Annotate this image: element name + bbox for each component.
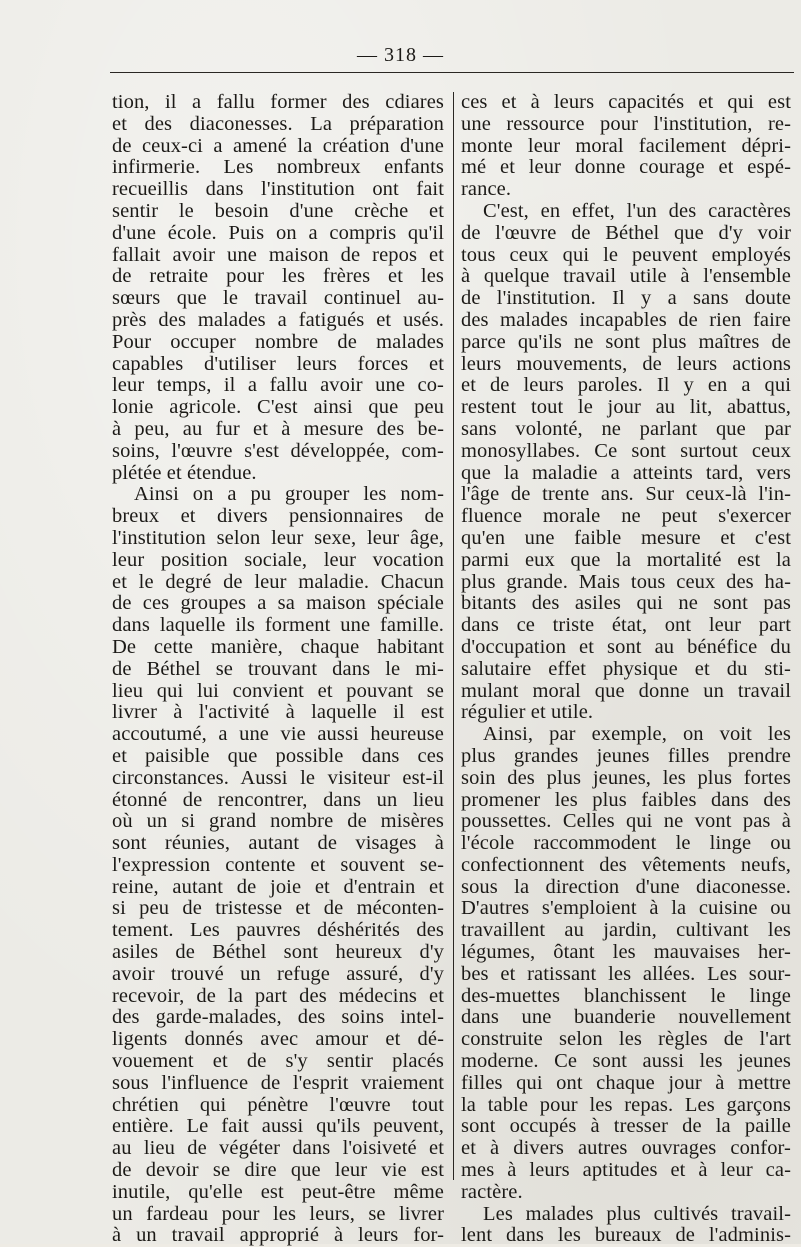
column-divider [453, 92, 454, 1180]
text-line: inutile, qu'elle est peut-être même [112, 1181, 444, 1203]
text-line: restent tout le jour au lit, abattus, [461, 397, 791, 419]
text-line: étonné de rencontrer, dans un lieu [112, 789, 444, 811]
text-line: lonie agricole. C'est ainsi que peu [112, 397, 444, 419]
text-line: de retraite pour les frères et les [112, 266, 444, 288]
text-line: au lieu de végéter dans l'oisiveté et [112, 1138, 444, 1160]
text-line: un fardeau pour les leurs, se livrer [112, 1203, 444, 1225]
text-line: la table pour les repas. Les garçons [461, 1094, 791, 1116]
text-line: chrétien qui pénètre l'œuvre tout [112, 1094, 444, 1116]
text-line: livrer à l'activité à laquelle il est [112, 702, 444, 724]
text-line: où un si grand nombre de misères [112, 811, 444, 833]
text-line: promener les plus faibles dans des [461, 789, 791, 811]
text-line: Ainsi on a pu grouper les nom- [134, 484, 444, 506]
text-line: leur temps, il a fallu avoir une co- [112, 375, 444, 397]
text-line: tion, il a fallu former des cdiares [112, 92, 444, 113]
text-line: et le degré de leur maladie. Chacun [112, 571, 444, 593]
text-line: confectionnent des vêtements neufs, [461, 854, 791, 876]
text-line: régulier et utile. [461, 702, 594, 724]
text-line: et paisible que possible dans ces [112, 745, 444, 767]
text-line: breux et divers pensionnaires de [112, 506, 444, 528]
text-line: l'école raccommodent le linge ou [461, 833, 791, 855]
text-line: d'occupation et sont au bénéfice du [461, 636, 791, 658]
text-line: plétée et étendue. [112, 462, 257, 484]
text-line: accoutumé, a une vie aussi heureuse [112, 724, 444, 746]
text-line: près des malades a fatigués et usés. [112, 309, 444, 331]
text-line: soins, l'œuvre s'est développée, com- [112, 440, 444, 462]
text-line: sont occupés à tresser de la paille [461, 1116, 791, 1138]
text-line: ractère. [461, 1181, 523, 1203]
text-line: si peu de tristesse et de méconten- [112, 898, 444, 920]
text-line: vouement et de s'y sentir placés [112, 1051, 444, 1073]
text-line: sans volonté, ne parlant que par [461, 418, 791, 440]
text-line: de devoir se dire que leur vie est [112, 1160, 444, 1182]
text-line: bes et ratissant les allées. Les sour- [461, 963, 791, 985]
text-line: parmi eux que la mortalité est la [461, 549, 791, 571]
text-line: filles qui ont chaque jour à mettre [461, 1072, 791, 1094]
text-line: fluence morale ne peut s'exercer [461, 506, 791, 528]
text-line: une ressource pour l'institution, re- [461, 113, 791, 135]
text-line: D'autres s'emploient à la cuisine ou [461, 898, 791, 920]
text-line: salutaire effet physique et du sti- [461, 658, 791, 680]
text-line: de Béthel se trouvant dans le mi- [112, 658, 444, 680]
text-line: bitants des asiles qui ne sont pas [461, 593, 791, 615]
text-line: sous l'influence de l'esprit vraiement [112, 1072, 444, 1094]
text-line: moderne. Ce sont aussi les jeunes [461, 1051, 791, 1073]
text-line: mulant moral que donne un travail [461, 680, 791, 702]
header-rule [110, 72, 794, 73]
text-line: sous la direction d'une diaconesse. [461, 876, 791, 898]
text-line: ligents donnés avec amour et dé- [112, 1029, 444, 1051]
text-line: sont réunies, autant de visages à [112, 833, 444, 855]
text-line: et à divers autres ouvrages confor- [461, 1138, 791, 1160]
text-line: à peu, au fur et à mesure des be- [112, 418, 444, 440]
text-line: rance. [461, 179, 512, 201]
text-line: légumes, ôtant les mauvaises her- [461, 942, 791, 964]
text-line: des garde-malades, des soins intel- [112, 1007, 444, 1029]
text-line: lieu qui lui convient et pouvant se [112, 680, 444, 702]
right-text-column [461, 92, 791, 1247]
text-line: avoir trouvé un refuge assuré, d'y [112, 963, 444, 985]
text-line: de ceux-ci a amené la création d'une [112, 135, 444, 157]
left-text-column [112, 92, 444, 1247]
text-line: fallait avoir une maison de repos et [112, 244, 444, 266]
text-line: soin des plus jeunes, les plus fortes [461, 767, 791, 789]
text-line: De cette manière, chaque habitant [112, 636, 444, 658]
text-line: de l'œuvre de Béthel que d'y voir [461, 222, 791, 244]
text-line: l'expression contente et souvent se- [112, 854, 444, 876]
text-line: entière. Le fait aussi qu'ils peuvent, [112, 1116, 444, 1138]
text-line: tous ceux qui le peuvent employés [461, 244, 791, 266]
text-line: et des diaconesses. La préparation [112, 113, 444, 135]
text-line: de l'institution. Il y a sans doute [461, 288, 791, 310]
text-line: à un travail approprié à leurs for- [112, 1225, 444, 1247]
text-line: à quelque travail utile à l'ensemble [461, 266, 791, 288]
text-line: l'âge de trente ans. Sur ceux-là l'in- [461, 484, 791, 506]
text-line: dans laquelle ils forment une famille. [112, 615, 444, 637]
text-line: ces et à leurs capacités et qui est [461, 92, 791, 113]
text-line: poussettes. Celles qui ne vont pas à [461, 811, 791, 833]
text-line: capables d'utiliser leurs forces et [112, 353, 444, 375]
text-line: asiles de Béthel sont heureux d'y [112, 942, 444, 964]
text-line: travaillent au jardin, cultivant les [461, 920, 791, 942]
text-line: plus grandes jeunes filles prendre [461, 745, 791, 767]
text-line: et de leurs paroles. Il y en a qui [461, 375, 791, 397]
text-line: que la maladie a atteints tard, vers [461, 462, 791, 484]
text-line: Les malades plus cultivés travail- [483, 1203, 791, 1225]
text-line: lent dans les bureaux de l'adminis- [461, 1225, 791, 1247]
text-line: monosyllabes. Ce sont surtout ceux [461, 440, 791, 462]
text-line: Pour occuper nombre de malades [112, 331, 444, 353]
text-line: dans une buanderie nouvellement [461, 1007, 791, 1029]
text-line: reine, autant de joie et d'entrain et [112, 876, 444, 898]
text-line: d'une école. Puis on a compris qu'il [112, 222, 444, 244]
text-line: sœurs que le travail continuel au- [112, 288, 444, 310]
page-number: — 318 — [357, 44, 444, 66]
text-line: recueillis dans l'institution ont fait [112, 179, 444, 201]
text-line: Ainsi, par exemple, on voit les [483, 724, 791, 746]
text-line: recevoir, de la part des médecins et [112, 985, 444, 1007]
text-line: de ces groupes a sa maison spéciale [112, 593, 444, 615]
text-line: leurs mouvements, de leurs actions [461, 353, 791, 375]
text-line: monte leur moral facilement dépri- [461, 135, 791, 157]
text-line: tement. Les pauvres déshérités des [112, 920, 444, 942]
text-line: sentir le besoin d'une crèche et [112, 200, 444, 222]
text-line: des malades incapables de rien faire [461, 309, 791, 331]
text-line: mes à leurs aptitudes et à leur ca- [461, 1160, 791, 1182]
text-line: l'institution selon leur sexe, leur âge, [112, 527, 444, 549]
text-line: construite selon les règles de l'art [461, 1029, 791, 1051]
text-line: qu'en une faible mesure et c'est [461, 527, 791, 549]
text-line: leur position sociale, leur vocation [112, 549, 444, 571]
text-line: C'est, en effet, l'un des caractères [483, 200, 791, 222]
text-line: parce qu'ils ne sont plus maîtres de [461, 331, 791, 353]
text-line: plus grande. Mais tous ceux des ha- [461, 571, 791, 593]
text-line: mé et leur donne courage et espé- [461, 157, 791, 179]
text-line: dans ce triste état, ont leur part [461, 615, 791, 637]
text-line: infirmerie. Les nombreux enfants [112, 157, 444, 179]
text-line: circonstances. Aussi le visiteur est-il [112, 767, 444, 789]
text-line: des-muettes blanchissent le linge [461, 985, 791, 1007]
